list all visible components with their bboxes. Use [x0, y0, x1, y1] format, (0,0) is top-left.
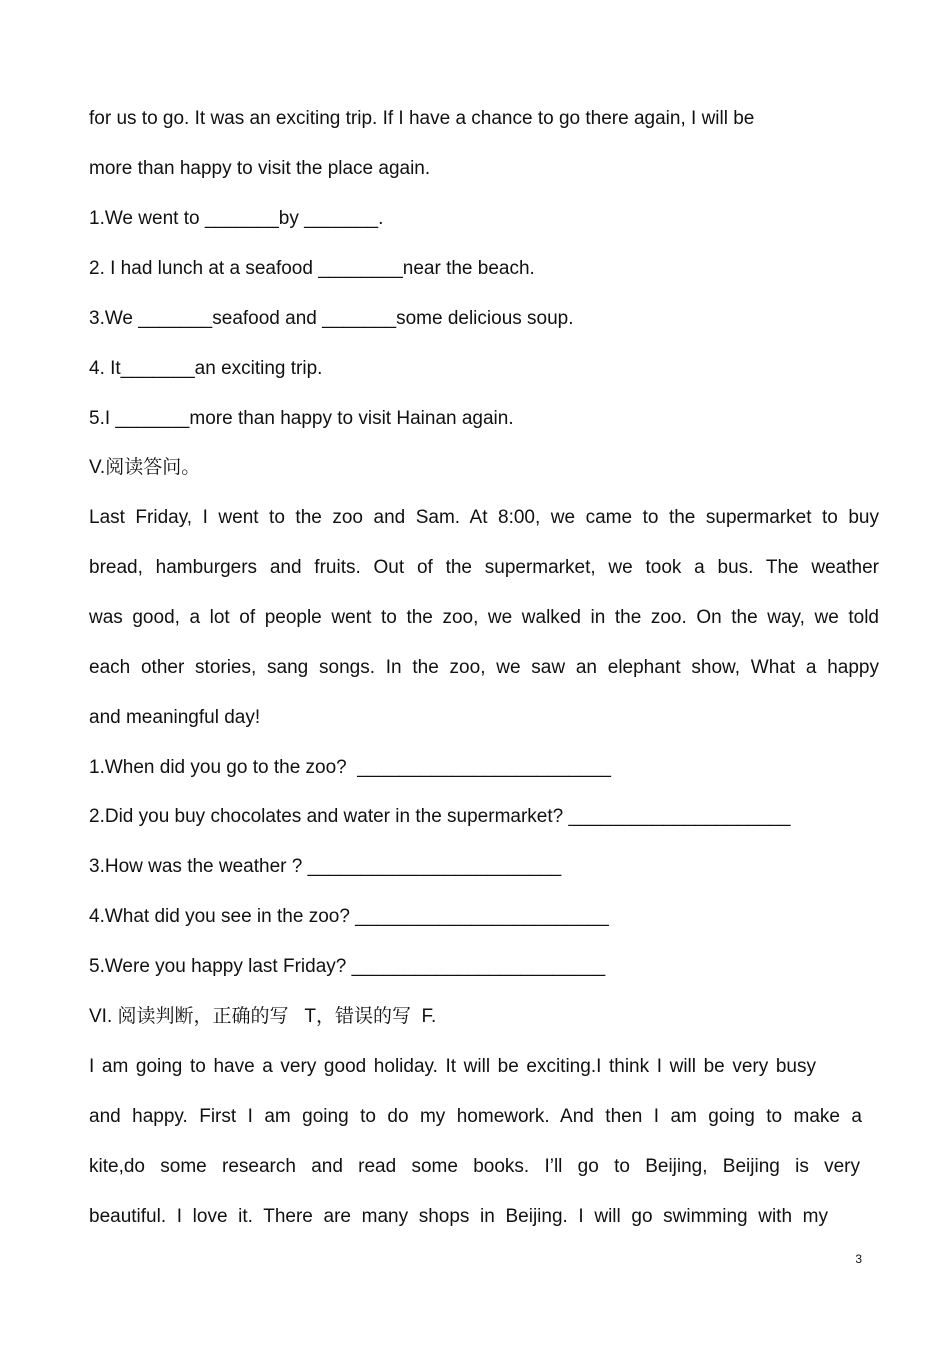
passage-line: was good, a lot of people went to the zoo, we walked in the zoo. On the way, we told: [89, 607, 879, 628]
question-line: 4. It_______an exciting trip.: [89, 358, 323, 379]
text-line: more than happy to visit the place again.: [89, 158, 431, 179]
question-line: 2. I had lunch at a seafood ________near the beach.: [89, 258, 535, 279]
passage-line: beautiful. I love it. There are many shops in Beijing. I will go swimming with my: [89, 1206, 828, 1227]
passage-line: each other stories, sang songs. In the zoo, we saw an elephant show, What a happy: [89, 657, 879, 678]
section-5-heading: V.阅读答问。: [89, 457, 201, 478]
question-line: 5.I _______more than happy to visit Hainan again.: [89, 408, 514, 429]
section-6-heading: VI. 阅读判断，正确的写 T，错误的写 F.: [89, 1006, 437, 1027]
question-line: 4.What did you see in the zoo? ________________________: [89, 906, 609, 927]
text-line: for us to go. It was an exciting trip. If I have a chance to go there again, I will be: [89, 108, 755, 129]
question-line: 5.Were you happy last Friday? ________________________: [89, 956, 606, 977]
passage-line: kite,do some research and read some books. I’ll go to Beijing, Beijing is very: [89, 1156, 860, 1177]
passage-line: and happy. First I am going to do my homework. And then I am going to make a: [89, 1106, 862, 1127]
passage-line: Last Friday, I went to the zoo and Sam. At 8:00, we came to the supermarket to buy: [89, 507, 879, 528]
question-line: 3.How was the weather ? ________________________: [89, 856, 562, 877]
passage-line: bread, hamburgers and fruits. Out of the supermarket, we took a bus. The weather: [89, 557, 879, 578]
question-line: 3.We _______seafood and _______some delicious soup.: [89, 308, 574, 329]
question-line: 1.When did you go to the zoo? ________________________: [89, 757, 611, 778]
passage-line: and meaningful day!: [89, 707, 261, 728]
page-number: 3: [855, 1252, 862, 1266]
question-line: 2.Did you buy chocolates and water in the supermarket? _____________________: [89, 806, 791, 827]
passage-line: I am going to have a very good holiday. It will be exciting.I think I will be very busy: [89, 1056, 816, 1077]
question-line: 1.We went to _______by _______.: [89, 208, 384, 229]
